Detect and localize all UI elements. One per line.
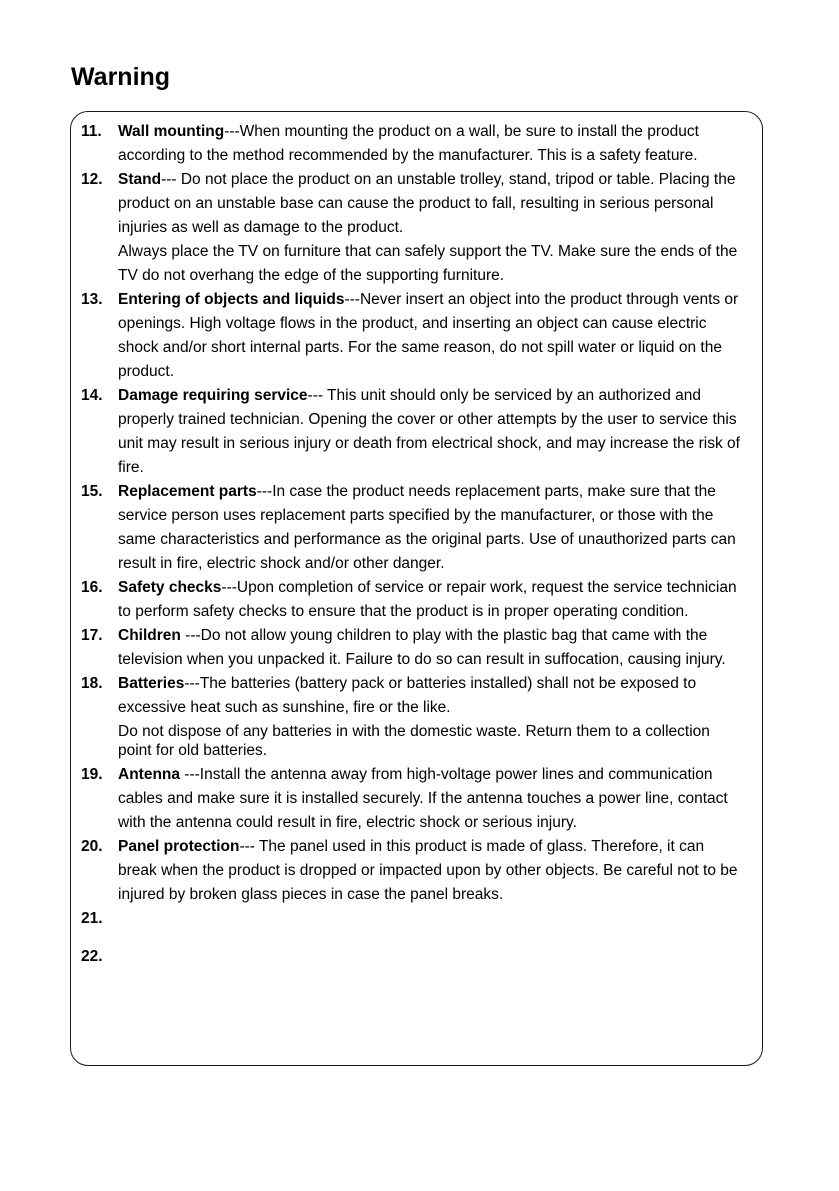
warning-item-replacement-parts <box>81 480 741 576</box>
item-number: 15. <box>81 483 103 500</box>
item-body <box>118 907 741 931</box>
item-body <box>118 624 741 672</box>
item-number: 18. <box>81 675 103 692</box>
item-title: Children <box>118 627 181 644</box>
item-paragraph <box>118 763 741 835</box>
item-text: ---Upon completion of service or repair work, request the service technician to perform safety checks to ensure that the product is in proper operating condition. <box>118 579 737 620</box>
item-text: ---Install the antenna away from high-voltage power lines and communication cables and make sure it is installed securely. If the antenna touches a power line, contact with the antenna could result in fire, electric shock or serious injury. <box>118 766 728 831</box>
item-body <box>118 384 741 480</box>
item-title: Safety checks <box>118 579 222 596</box>
item-body <box>118 288 741 384</box>
item-body <box>118 672 741 763</box>
item-title: Stand <box>118 171 162 188</box>
item-body <box>118 120 741 168</box>
item-number: 22. <box>81 948 103 965</box>
item-paragraph <box>118 624 741 672</box>
item-number: 11. <box>81 123 102 140</box>
item-paragraph <box>118 576 741 624</box>
warning-item-wall-mounting <box>81 120 741 168</box>
item-extra-text: Do not dispose of any batteries in with the domestic waste. Return them to a collection point for old batteries. <box>118 723 710 759</box>
warning-item-batteries <box>81 672 741 763</box>
item-number: 20. <box>81 838 103 855</box>
item-title: Batteries <box>118 675 185 692</box>
item-paragraph <box>118 288 741 384</box>
warning-item-stand <box>81 168 741 288</box>
item-paragraph <box>118 672 741 720</box>
item-title: Replacement parts <box>118 483 257 500</box>
item-paragraph <box>118 384 741 480</box>
item-number: 14. <box>81 387 103 404</box>
item-text: ---Do not allow young children to play with the plastic bag that came with the television when you unpacked it. Failure to do so can result in suffocation, causing injury. <box>118 627 726 668</box>
warning-list <box>81 120 741 969</box>
item-paragraph <box>118 168 741 240</box>
warning-item-antenna <box>81 763 741 835</box>
item-text: ---In case the product needs replacement parts, make sure that the service person uses replacement parts specified by the manufacturer, or those with the same characteristics and performance as the original parts. Use of unauthorized parts can result in fire, electric shock and/or other danger. <box>118 483 736 572</box>
item-text: --- The panel used in this product is made of glass. Therefore, it can break when the product is dropped or impacted upon by other objects. Be careful not to be injured by broken glass pieces in case the panel breaks. <box>118 838 738 903</box>
item-title: Antenna <box>118 766 180 783</box>
item-text: --- Do not place the product on an unstable trolley, stand, tripod or table. Placing the product on an unstable base can cause the product to fall, resulting in serious personal injuries as well as damage to the product. <box>118 171 736 236</box>
item-text: ---Never insert an object into the product through vents or openings. High voltage flows in the product, and inserting an object can cause electric shock and/or short internal parts. For the same reason, do not spill water or liquid on the product. <box>118 291 739 380</box>
item-title: Panel protection <box>118 838 240 855</box>
item-body <box>118 168 741 288</box>
item-paragraph <box>118 835 741 907</box>
item-title: Damage requiring service <box>118 387 308 404</box>
item-body <box>118 576 741 624</box>
item-extra-text: Always place the TV on furniture that can safely support the TV. Make sure the ends of the TV do not overhang the edge of the supporting furniture. <box>118 243 738 284</box>
item-body <box>118 480 741 576</box>
item-number: 12. <box>81 171 103 188</box>
warning-item-panel-protection <box>81 835 741 907</box>
item-title: Entering of objects and liquids <box>118 291 345 308</box>
warning-item-children <box>81 624 741 672</box>
item-paragraph <box>118 120 741 168</box>
warning-item-empty-22 <box>81 945 741 969</box>
warning-item-damage-service <box>81 384 741 480</box>
item-text: ---When mounting the product on a wall, be sure to install the product according to the method recommended by the manufacturer. This is a safety feature. <box>118 123 699 164</box>
item-body <box>118 835 741 907</box>
item-number: 19. <box>81 766 103 783</box>
item-paragraph <box>118 480 741 576</box>
item-number: 21. <box>81 910 103 927</box>
item-text: ---The batteries (battery pack or batteries installed) shall not be exposed to excessive heat such as sunshine, fire or the like. <box>118 675 697 716</box>
item-number: 16. <box>81 579 103 596</box>
item-body <box>118 763 741 835</box>
item-title: Wall mounting <box>118 123 225 140</box>
warning-item-objects-liquids <box>81 288 741 384</box>
item-body <box>118 945 741 969</box>
item-number: 17. <box>81 627 103 644</box>
warning-item-empty-21 <box>81 907 741 931</box>
page-title: Warning <box>71 63 171 91</box>
item-text: --- This unit should only be serviced by an authorized and properly trained technician. Opening the cover or other attempts by the user to service this unit may result in serious injury or death from electrical shock, and may increase the risk of fire. <box>118 387 740 476</box>
warning-item-safety-checks <box>81 576 741 624</box>
item-number: 13. <box>81 291 103 308</box>
